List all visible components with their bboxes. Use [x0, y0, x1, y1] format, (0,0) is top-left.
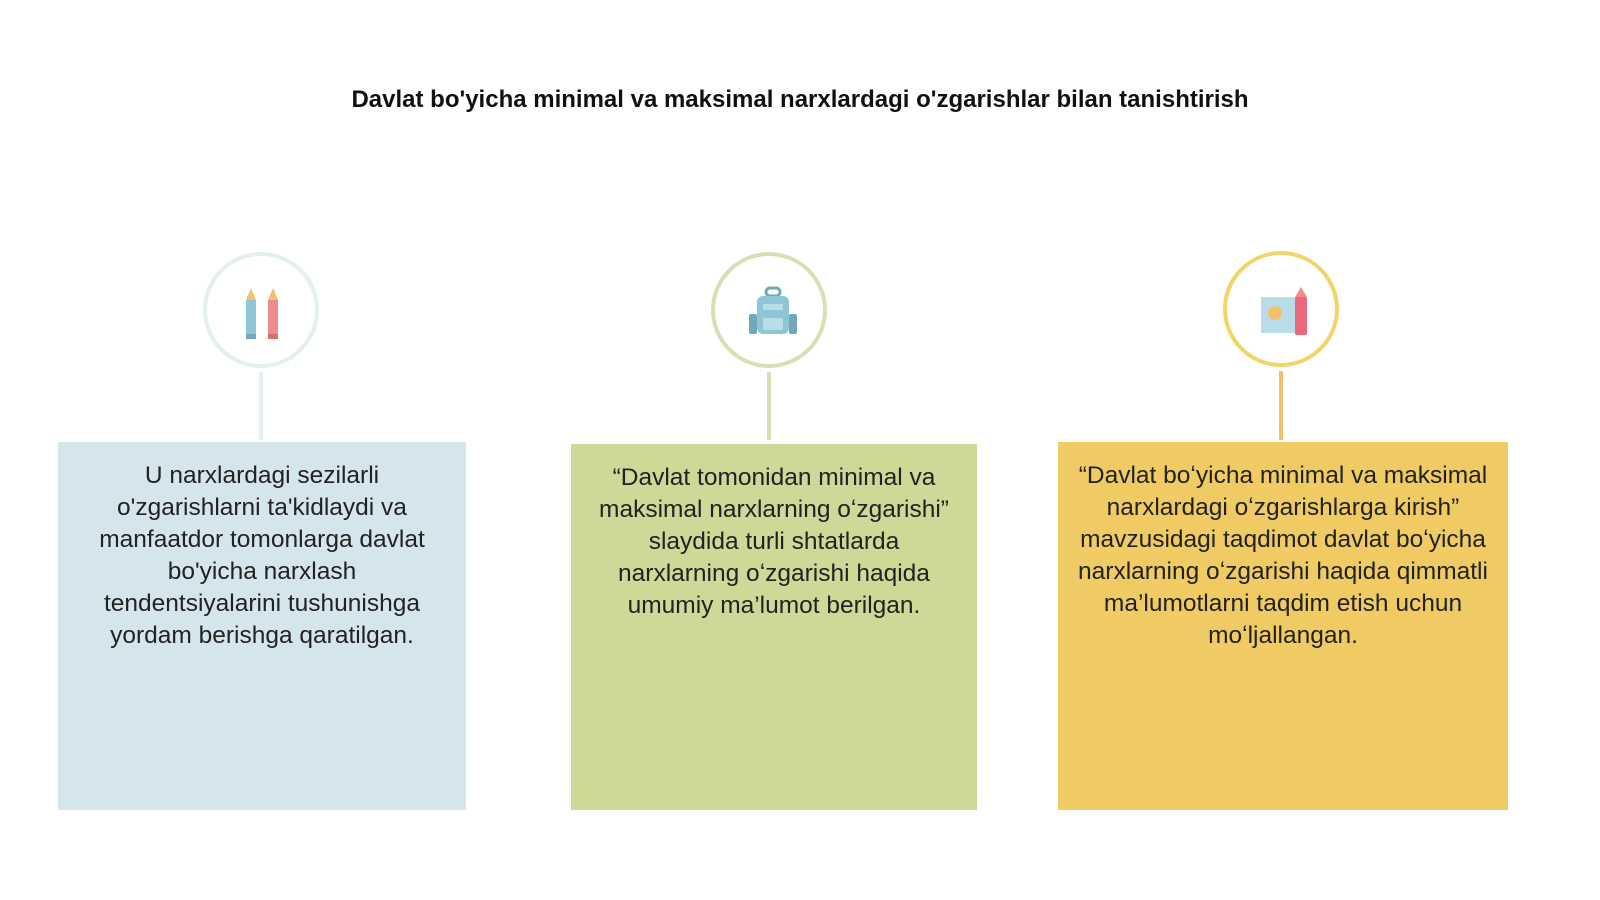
card-text-1: U narxlardagi sezilarli o'zgarishlarni ta'kidlaydi va manfaatdor tomonlarga davlat bo'yicha narxlash tendentsiyalarini tushunishga yordam berishga qaratilgan. — [99, 462, 425, 649]
backpack-icon — [743, 284, 803, 344]
pencils-icon — [235, 284, 295, 344]
info-card-2 — [571, 444, 977, 810]
card-text-2: “Davlat tomonidan minimal va maksimal narxlarning oʻzgarishi” slaydida turli shtatlarda narxlarning oʻzgarishi haqida umumiy ma’lumot berilgan. — [599, 464, 949, 619]
info-card-3 — [1058, 442, 1508, 810]
icon-circle-2 — [711, 252, 827, 368]
card-text-3: “Davlat boʻyicha minimal va maksimal narxlardagi oʻzgarishlarga kirish” mavzusidagi taqdimot davlat boʻyicha narxlarning oʻzgarishi haqida qimmatli ma’lumotlarni taqdim etish uchun moʻljallangan. — [1078, 462, 1488, 649]
connector-line-1 — [259, 372, 263, 440]
drawing-pencil-icon — [1255, 283, 1315, 343]
icon-circle-1 — [203, 252, 319, 368]
connector-line-2 — [767, 372, 771, 440]
info-card-1 — [58, 442, 466, 810]
icon-circle-3 — [1223, 251, 1339, 367]
connector-line-3 — [1279, 371, 1283, 440]
slide-title: Davlat bo'yicha minimal va maksimal narxlardagi o'zgarishlar bilan tanishtirish — [351, 86, 1249, 113]
